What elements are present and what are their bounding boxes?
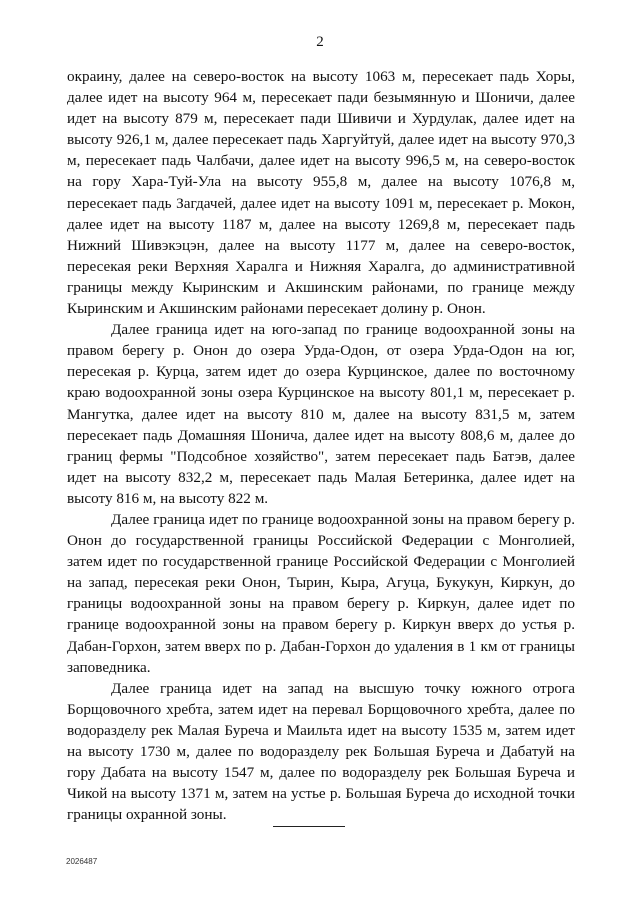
paragraph-west-boundary: Далее граница идет на запад на высшую точку южного отрога Борщовочного хребта, затем идет на перевал Борщовочного хребта, далее по водоразделу рек Малая Буреча и Маильта идет на высоту 1535 м, затем идет на высоту 1730 м, далее по водоразделу рек Большая Буреча и Дабатуй на гору Дабата на высоту 1547 м, далее по водоразделу рек Большая Буреча и Чикой на высоту 1371 м, затем на устье р. Большая Буреча до исходной точки границы охранной зоны.: [67, 679, 575, 824]
paragraph-continuation: окраину, далее на северо-восток на высоту 1063 м, пересекает падь Хоры, далее идет на высоту 964 м, пересекает пади безымянную и Шоничи, далее идет на высоту 879 м, пересекает пади Шивичи и Хурдулак, далее идет на высоту 926,1 м, далее пересекает падь Харгуйтуй, далее идет на высоту 970,3 м, пересекает падь Чалбачи, далее идет на высоту 996,5 м, на северо-восток на гору Хара-Туй-Ула на высоту 955,8 м, далее на высоту 1076,8 м, пересекает падь Загдачей, далее идет на высоту 1091 м, пересекает р. Мокон, далее идет на высоту 1187 м, далее на высоту 1269,8 м, пересекает падь Нижний Шивэкэцэн, далее на высоту 1177 м, далее на северо-восток, пересекая реки Верхняя Харалга и Нижняя Харалга, до административной границы между Кыринским и Акшинским районами, по границе между Кыринским и Акшинским районами пересекает долину р. Онон.: [67, 68, 575, 318]
document-code: 2026487: [66, 857, 98, 866]
paragraph-southwest-boundary: Далее граница идет на юго-запад по границе водоохранной зоны на правом берегу р. Онон до озера Урда-Одон, от озера Урда-Одон на юг, пересекая р. Курца, затем идет до озера Курцинское, далее по восточному краю водоохранной зоны озера Курцинское на высоту 801,1 м, пересекает р. Мангутка, далее идет на высоту 810 м, далее на высоту 831,5 м, затем пересекает падь Домашняя Шонича, далее идет на высоту 808,6 м, далее до границ фермы "Подсобное хозяйство", затем пересекает падь Батэв, далее идет на высоту 832,2 м, пересекает падь Малая Бетеринка, далее идет на высоту 816 м, на высоту 822 м.: [67, 321, 575, 507]
paragraph-state-border: Далее граница идет по границе водоохранной зоны на правом берегу р. Онон до государственной границы Российской Федерации с Монголией, затем идет по государственной границе Российской Федерации с Монголией на запад, пересекая реки Онон, Тырин, Кыра, Агуца, Букукун, Киркун, до границы водоохранной зоны на правом берегу р. Киркун, далее идет по границе водоохранной зоны на правом берегу р. Киркун вверх до устья р. Дабан-Горхон, затем вверх по р. Дабан-Горхон до удаления в 1 км от границы заповедника.: [67, 510, 575, 676]
document-body: [67, 66, 575, 825]
page-number: 2: [316, 34, 324, 50]
end-divider: [273, 826, 345, 827]
